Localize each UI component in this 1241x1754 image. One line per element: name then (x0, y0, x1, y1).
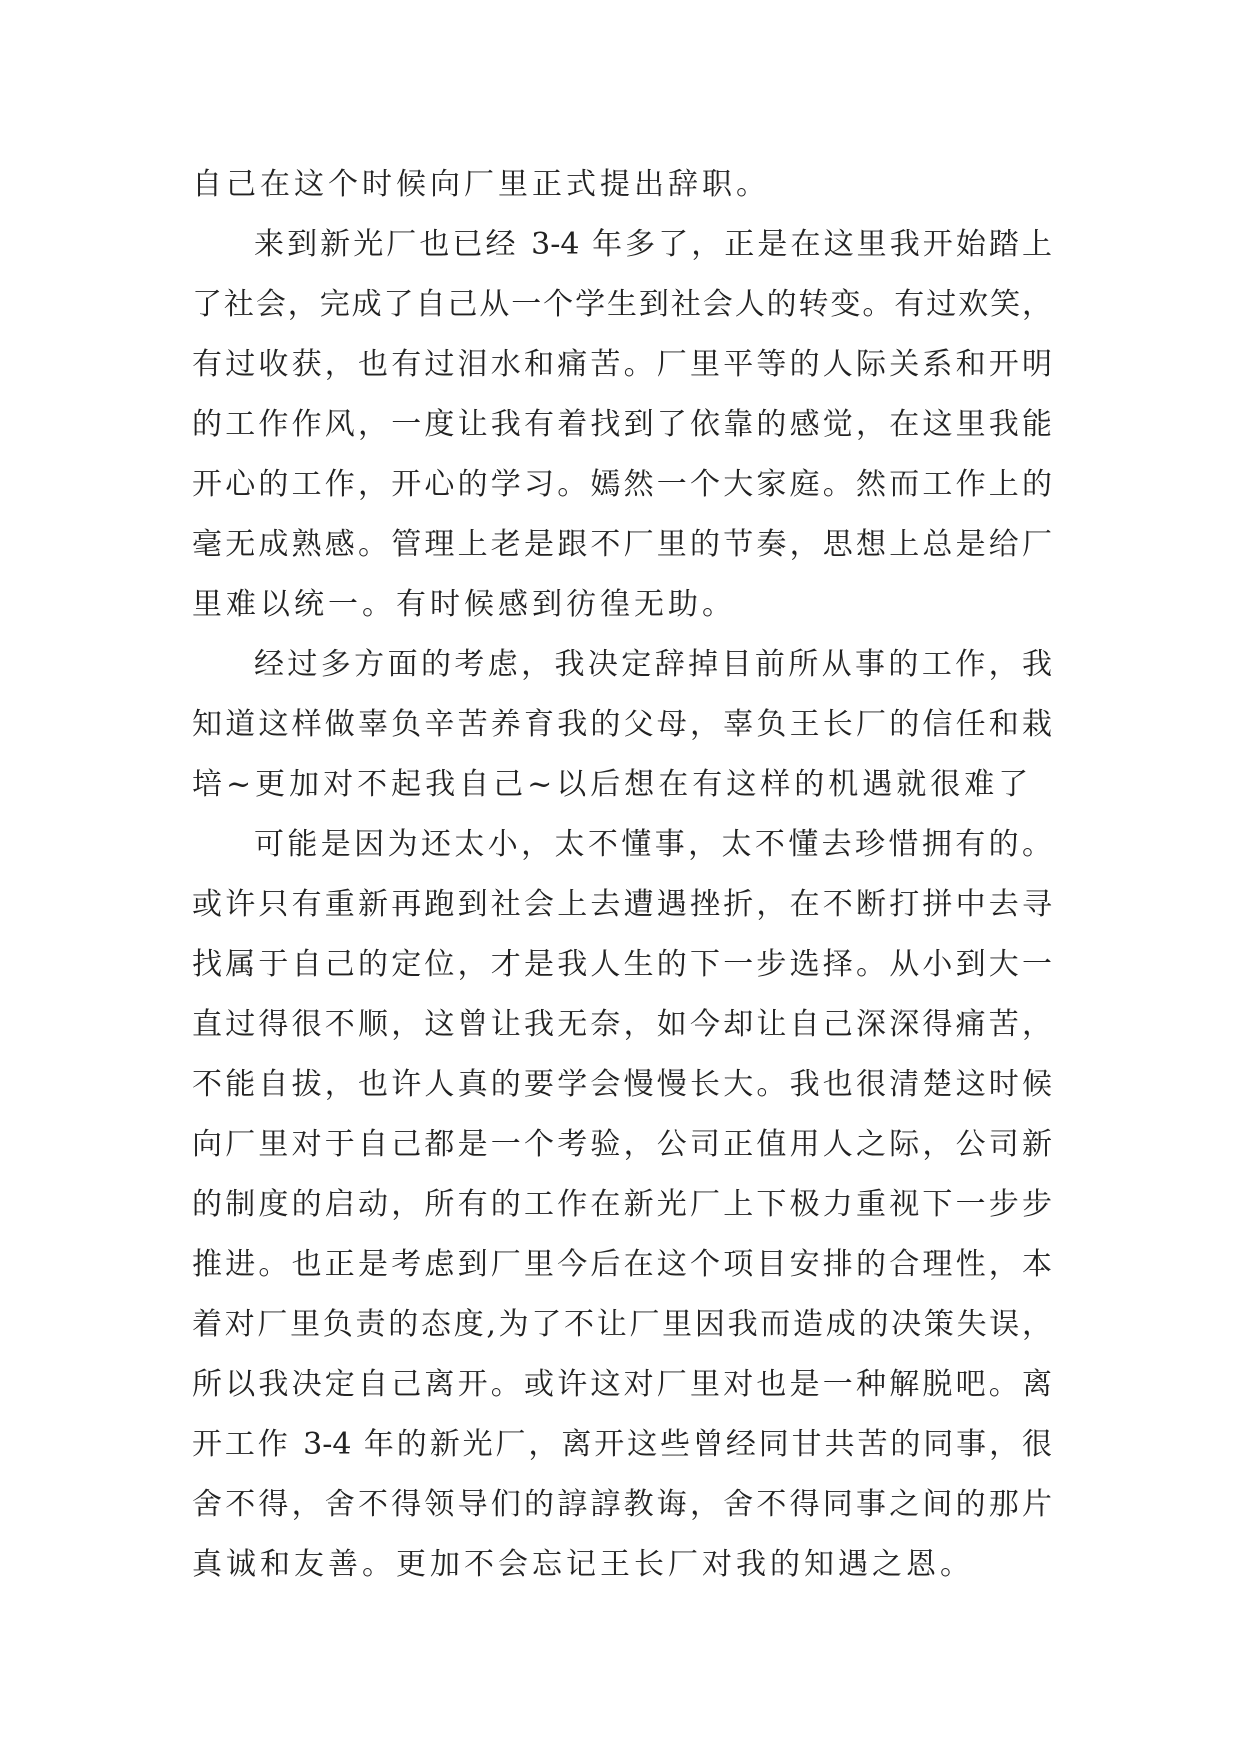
text-line: 舍不得，舍不得领导们的諄諄教诲，舍不得同事之间的那片 (192, 1487, 1052, 1522)
text-line: 的制度的启动，所有的工作在新光厂上下极力重视下一步步 (192, 1187, 1052, 1222)
text-line: 找属于自己的定位，才是我人生的下一步选择。从小到大一 (192, 947, 1052, 982)
text-line: 开心的工作，开心的学习。嫣然一个大家庭。然而工作上的 (192, 467, 1052, 502)
body-text (192, 155, 1052, 1595)
text-line: 或许只有重新再跑到社会上去遭遇挫折，在不断打拼中去寻 (192, 887, 1052, 922)
text-line: 里难以统一。有时候感到彷徨无助。 (192, 587, 736, 622)
text-line: 培~更加对不起我自己~以后想在有这样的机遇就很难了 (192, 767, 1033, 802)
text-line: 可能是因为还太小，太不懂事，太不懂去珍惜拥有的。 (254, 827, 1052, 862)
text-line: 直过得很不顺，这曾让我无奈，如今却让自己深深得痛苦， (192, 1007, 1052, 1042)
text-line: 自己在这个时候向厂里正式提出辞职。 (192, 167, 770, 202)
text-line: 来到新光厂也已经 3-4 年多了，正是在这里我开始踏上 (254, 227, 1052, 262)
text-line: 着对厂里负责的态度,为了不让厂里因我而造成的决策失误， (192, 1307, 1052, 1342)
text-line: 有过收获，也有过泪水和痛苦。厂里平等的人际关系和开明 (192, 347, 1052, 382)
text-line: 不能自拔，也许人真的要学会慢慢长大。我也很清楚这时候 (192, 1067, 1052, 1102)
text-line: 开工作 3-4 年的新光厂，离开这些曾经同甘共苦的同事，很 (192, 1427, 1052, 1462)
text-line: 毫无成熟感。管理上老是跟不厂里的节奏，思想上总是给厂 (192, 527, 1052, 562)
text-line: 推进。也正是考虑到厂里今后在这个项目安排的合理性，本 (192, 1247, 1052, 1282)
text-line: 了社会，完成了自己从一个学生到社会人的转变。有过欢笑， (192, 287, 1052, 322)
text-line: 知道这样做辜负辛苦养育我的父母，辜负王长厂的信任和栽 (192, 707, 1052, 742)
text-line: 所以我决定自己离开。或许这对厂里对也是一种解脱吧。离 (192, 1367, 1052, 1402)
text-line: 经过多方面的考虑，我决定辞掉目前所从事的工作，我 (254, 647, 1052, 682)
text-line: 真诚和友善。更加不会忘记王长厂对我的知遇之恩。 (192, 1547, 974, 1582)
text-line: 向厂里对于自己都是一个考验，公司正值用人之际，公司新 (192, 1127, 1052, 1162)
text-line: 的工作作风，一度让我有着找到了依靠的感觉，在这里我能 (192, 407, 1052, 442)
